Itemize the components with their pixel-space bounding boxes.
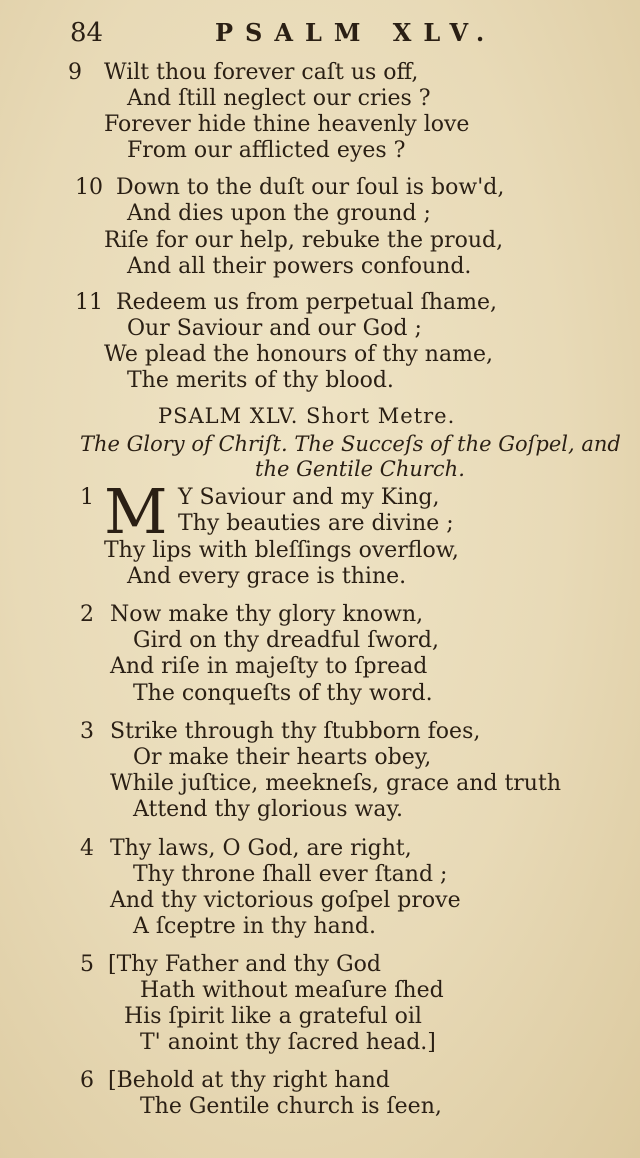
verse-line: Down to the duſt our ſoul is bow'd, (116, 175, 505, 200)
verse-line: T' anoint thy ſacred head.] (140, 1030, 436, 1055)
page-header (70, 18, 540, 50)
page-number: 84 (70, 18, 104, 48)
verse-line: Thy laws, O God, are right, (110, 836, 412, 861)
verse-line: Now make thy glory known, (110, 602, 424, 627)
stanza-number: 10 (75, 175, 103, 200)
argument-line: The Glory of Chriſt. The Succeſs of the Goſpel, and (80, 432, 621, 456)
verse-line: The Gentile church is ſeen, (140, 1094, 442, 1119)
verse-line: Redeem us from perpetual ſhame, (116, 290, 497, 315)
stanza-number: 3 (80, 719, 94, 744)
stanza-number: 11 (75, 290, 103, 315)
verse-line: From our afflicted eyes ? (127, 138, 406, 163)
verse-line: And all their powers confound. (127, 254, 472, 279)
verse-line: Strike through thy ſtubborn foes, (110, 719, 481, 744)
drop-cap: M (104, 475, 168, 548)
verse-line: Hath without meaſure ſhed (140, 978, 444, 1003)
verse-line: And ſtill neglect our cries ? (127, 86, 431, 111)
verse-line: Forever hide thine heavenly love (104, 112, 470, 137)
verse-line: The merits of thy blood. (127, 368, 394, 393)
verse-line: Wilt thou forever caſt us off, (104, 60, 419, 85)
psalm-heading: PSALM XLV. Short Metre. (158, 404, 456, 428)
argument-line: the Gentile Church. (255, 457, 465, 481)
verse-line: Gird on thy dreadful ſword, (133, 628, 440, 653)
verse-line: And every grace is thine. (127, 564, 407, 589)
verse-line: Thy lips with bleſſings overflow, (104, 538, 459, 563)
verse-line: And thy victorious goſpel prove (110, 888, 461, 913)
running-title: PSALM XLV. (215, 18, 497, 47)
verse-line: Thy beauties are divine ; (178, 511, 454, 536)
verse-line: [Thy Father and thy God (108, 952, 381, 977)
stanza-number: 1 (80, 485, 94, 510)
verse-line: Y Saviour and my King, (178, 485, 440, 510)
verse-line: And riſe in majeſty to ſpread (110, 654, 428, 679)
verse-line: A ſceptre in thy hand. (133, 914, 376, 939)
stanza-number: 2 (80, 602, 94, 627)
stanza-number: 6 (80, 1068, 94, 1093)
stanza-number: 5 (80, 952, 94, 977)
verse-line: And dies upon the ground ; (127, 201, 431, 226)
verse-line: Our Saviour and our God ; (127, 316, 422, 341)
verse-line: Thy throne ſhall ever ſtand ; (133, 862, 448, 887)
verse-line: [Behold at thy right hand (108, 1068, 390, 1093)
verse-line: We plead the honours of thy name, (104, 342, 493, 367)
verse-line: Attend thy glorious way. (133, 797, 403, 822)
verse-line: Riſe for our help, rebuke the proud, (104, 228, 504, 253)
verse-line: While juſtice, meekneſs, grace and truth (110, 771, 561, 796)
verse-line: The conqueſts of thy word. (133, 681, 433, 706)
stanza-number: 9 (68, 60, 82, 85)
verse-line: Or make their hearts obey, (133, 745, 432, 770)
verse-line: His ſpirit like a grateful oil (124, 1004, 422, 1029)
stanza-number: 4 (80, 836, 94, 861)
